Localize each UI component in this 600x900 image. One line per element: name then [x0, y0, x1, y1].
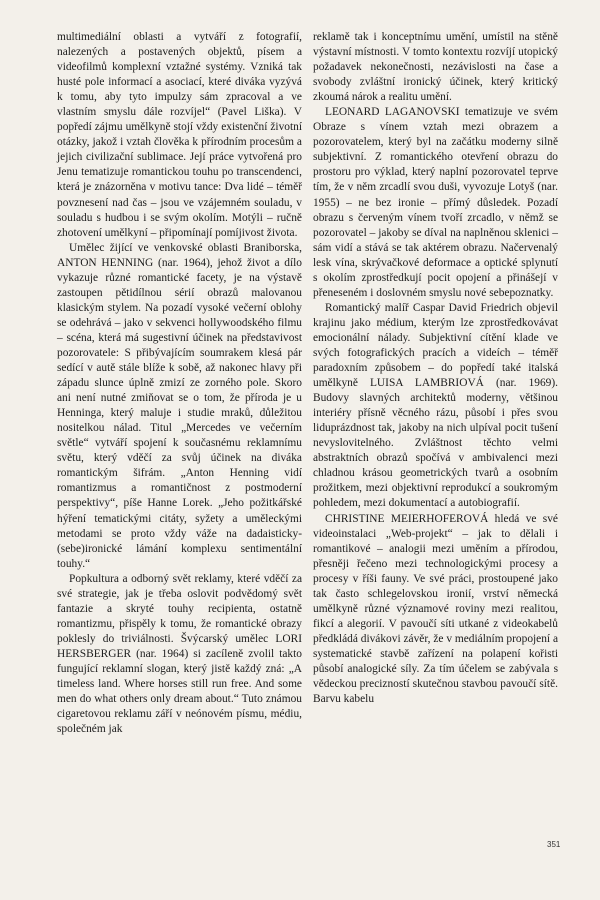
left-text-column: [57, 30, 302, 737]
paragraph: multimediální oblasti a vytváří z fotografií, nalezených a postavených objektů, písem a videofilmů komplexní vztažné systémy. Vzniká tak husté pole informací a asociací, které diváka vyzývá k tomu, aby tyto impulzy sám zpracoval a ve vlastním smyslu dále rozvíjel“ (Pavel Liška). V popředí zájmu umělkyně stojí vždy existenční životní otázky, jakož i vztah člověka k přírodním procesům a jejich civilizační sublimace. Její práce vytvořená pro Jenu tematizuje romantickou touhu po transcendenci, která je znázorněna v motivu tance: Dva lidé – téměř povznesení nad čas – jsou ve vzájemném souladu, v souladu s hudbou i se svým okolím. Motýli – ručně zhotovení umělkyní – připomínají pomíjivost života.: [57, 31, 302, 239]
page-number: 351: [547, 840, 561, 849]
paragraph: Popkultura a odborný svět reklamy, které vděčí za své strategie, jak je třeba oslovit podvědomý svět fantazie a skryté touhy recipienta, ostatně romantizmu, přispěly k tomu, že romantické obrazy poklesly do triviálnosti. Švýcarský umělec LORI HERSBERGER (nar. 1964) si zacíleně zvolil takto fungující reklamní slogan, který jistě každý zná: „A timeless land. Where horses still run free. And some men do what others only dream about.“ Tuto známou cigaretovou reklamu září v neónovém písmu, médiu, společném jak: [57, 572, 302, 736]
paragraph: reklamě tak i konceptnímu umění, umístil na stěně výstavní místnosti. V tomto kontextu rozvíjí utopický požadavek nekonečnosti, nezávislosti na čase a svobody zvláštní ironický účinek, který kritický zkoumá nárok a realitu umění.: [313, 31, 558, 104]
paragraph: LEONARD LAGANOVSKI tematizuje ve svém Obraze s vínem vztah mezi obrazem a pozorovatelem, který byl na začátku moderny silně subjektivní. Z romantického otevření obrazu do prostoru pro výklad, který naplní pozorovatel teprve tím, že v něm zrcadlí svou duši, vyvozuje Lotyš (nar. 1955) – ne bez ironie – přímý důsledek. Pozadí obrazu s červeným vínem tvoří zrcadlo, v němž se pozorovatel – jakoby se díval na naplněnou sklenici – sám vidí a stává se tak aktérem obrazu. Načervenalý lesk vína, skrývačkové deformace a optické splynutí s okolím zprostředkují pocit opojení a přinášejí v přeneseném i doslovném smyslu nové sebepoznatky.: [313, 106, 558, 299]
paragraph: Umělec žijící ve venkovské oblasti Braniborska, ANTON HENNING (nar. 1964), jehož život a dílo vykazuje různé romantické facety, je na výstavě zastoupen pětidílnou sérií obrazů malovanou klasickým stylem. Na pozadí vysoké večerní oblohy se odehrává – jako v sekvenci hollywoodského filmu – scéna, která má sugestivní účinek na představivost pozorovatele: S přibývajícím soumrakem klesá pár sedící v autě stále blíže k sobě, až nakonec hlavy při západu slunce úplně zmizí ze zorného pole. Skoro ani není nutné zmiňovat se o tom, že příroda je u Henninga, který maluje i studie mraků, důležitou nositelkou nálad. Titul „Mercedes ve večerním světle“ vytváří spojení k současnému reklamnímu světu, který vděčí za svůj účinek na diváka romantickým šifrám. „Anton Henning vidí romantizmus a romantičnost z postmoderní perspektivy“, píše Hanne Lorek. „Jeho požitkářské hýření tematickými citáty, syžety a uměleckými metodami se proto vždy váže na dadaisticky-(sebe)ironické lámání komplexu sentimentální touhy.“: [57, 241, 302, 570]
paragraph: CHRISTINE MEIERHOFEROVÁ hledá ve své videoinstalaci „Web-projekt“ – jak to dělali i romantikové – analogii mezi uměním a přírodou, přesněji řečeno mezi technologickými procesy a procesy v říši fauny. Ve své práci, prostoupené jako tak často schlegelovskou ironií, vrství německá umělkyně různé významové roviny mezi realitou, fikcí a alegorií. V pavoučí síti utkané z videokabelů předkládá divákovi závěr, že v mediálním propojení a systematické stavbě zařízení na polapení kořisti působí analogické síly. Za tím účelem se zabývala s vědeckou precizností skutečnou stavbou pavoučí sítě. Barvu kabelu: [313, 512, 558, 706]
paragraph: Romantický malíř Caspar David Friedrich objevil krajinu jako médium, kterým lze zprostředkovávat emocionální nálady. Subjektivní cítění klade ve svých fotografických pracích a videích – téměř paradoxním způsobem – do popředí také italská umělkyně LUISA LAMBRIOVÁ (nar. 1969). Budovy slavných architektů moderny, většinou interiéry přísně věcného rázu, působí i přes svou liduprázdnost tak, jakoby na nich ulpíval pocit tušení nevyslovitelného. Zvláštnost těchto velmi abstraktních obrazů spočívá v ambivalenci mezi chladnou krásou geometrických tvarů a osobním prožitkem, mezi objektivní reprodukcí a soukromým pohledem, mezi dokumentací a autobiografií.: [313, 301, 558, 510]
right-text-column: [313, 30, 558, 707]
